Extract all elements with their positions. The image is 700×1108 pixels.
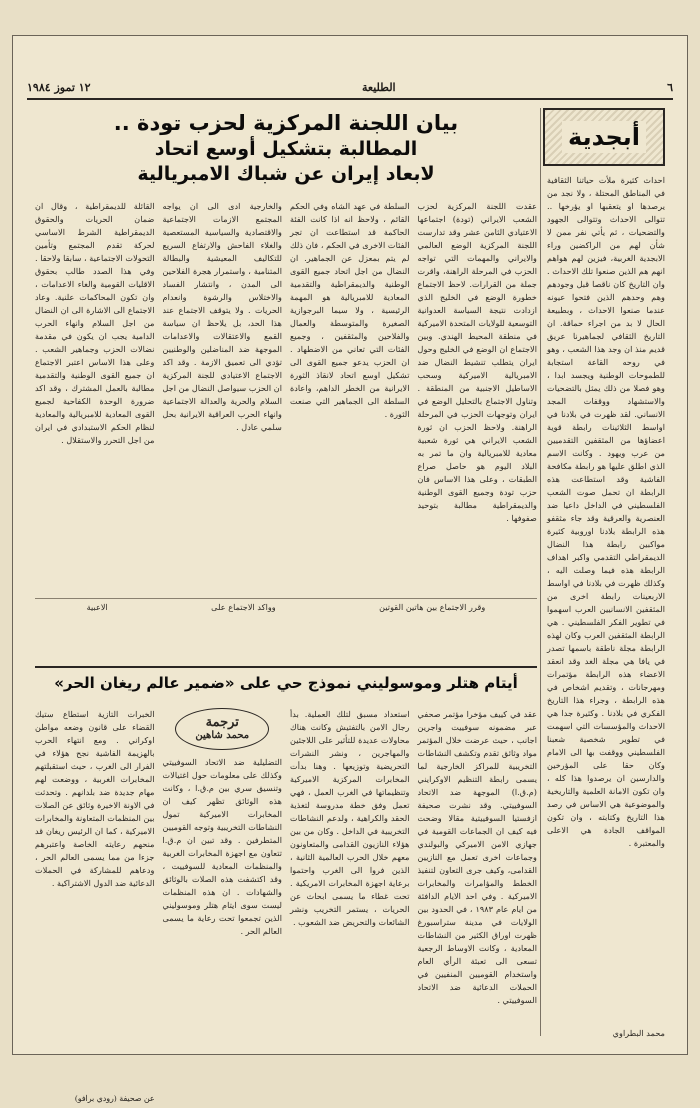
newspaper-page <box>12 35 688 1103</box>
column-logo-text: أبجدية <box>562 121 646 153</box>
article1-caption <box>35 598 537 612</box>
publication-name: الطليعة <box>362 80 396 94</box>
section-divider <box>35 666 537 668</box>
article1-col-2: السلطة في عهد الشاه وفي الحكم القائم ، ولاحظ انه اذا كانت الفئة الحاكمة قد استطاعت ان تجر الفئات الاخرى في الحكم ، فان ذلك لم يتم بمعزل عن الجماهير. ان النضال من اجل اتحاد جميع القوى الوطنية والديمقراطية والتقدمية المعادية للامبريالية هو المهمة الرئيسية ، ولا سيما البرجوازية الصغيرة والمتوسطة والعمال والفلاحين والمثقفين ، وجميع الفئات التي تعاني من الاضطهاد . ان الحزب يدعو جميع القوى الى تشكيل اوسع اتحاد لانقاذ الثورة الايرانية من الخطر الداهم، واعادة السلطة الى الجماهير التي صنعت الثورة . <box>290 201 410 419</box>
translation-badge <box>175 708 269 750</box>
caption-mid: وواكد الاجتماع على <box>211 602 276 612</box>
main-content <box>35 108 537 1103</box>
article2-reference: عن صحيفة (رودي برافو) <box>74 1094 155 1103</box>
article1-headline-2: المطالبة بتشكيل أوسع اتحاد <box>154 138 418 160</box>
article2-col-3: التضليلية ضد الاتحاد السوفييتي وكذلك على معلومات حول اغتيالات وتنسيق سري بين م.ق.ا ، وكانت هذه الوثائق تظهر كيف ان المخابرات الاميركية تمول النشاطات التخريبية وتوجه القوميين المتطرفين . وقد تبين ان م.ق.ا تتعاون مع اجهزة المخابرات الغربية والمنظمات المعادية للسوفييت ، وقد اكتشفت هذه الصلات بالوثائق والشهادات . ان هذه المنظمات ليست سوى ايتام هتلر وموسوليني الذين تجمعوا تحت رعاية ما يسمى العالم الحر . <box>162 757 282 936</box>
article2-body <box>35 708 537 1103</box>
translator-name: محمد شاهين <box>195 730 250 741</box>
sidebar-column <box>540 108 665 1036</box>
page-header <box>27 76 673 100</box>
article2-col-1: عقد في كييف مؤخرا مؤتمر صحفي عبر مضمونه سوفييت واجرين اجانب ، حيث عرضت خلال المؤتمر مواد وثائق تقدم وتكشف النشاطات التخريبية للمراكز الخارجية لما يسمى رابطة التنظيم الاوكرايني (م.ق.ا) الموجهة ضد الاتحاد السوفييتي. وقد نشرت صحيفة ازفستيا السوفييتية مقالا وضحت فيه كيف ان الجماعات القومية في جهازي الامن الاميركي والبولندي وجماعات اخرى تعمل مع النازيين القدامى، وكيف جرى التعاون لتنفيذ الخطط والمؤامرات والمخابرات الاميركية . وفي احد الايام الدافئة من ايام عام ١٩٨٣ ، في الحدود بين الولايات في مدينة ستراسبورغ ظهرت اوراق الكثير من النشاطات المعادية ، وكانت الاوساط الرجعية تسعى الى تعبئة الرأي العام واستخدام القوميين المنفيين في الحملات الدعائية ضد الاتحاد السوفييتي . <box>417 709 537 1005</box>
sidebar-text: احداث كثيرة ملأت حياتنا الثقافية في المناطق المحتلة ، ولا نجد من يرصدها او يتعقبها او يؤرخها .. تتوالى الاحداث وتتوالى الجهود والتضحيات ، ثم يأتي نفر ممن لا شأن لهم من الراكضين وراء الابجدية الغربية، فيزين لهم هواهم انهم هم الذين صنعوا تلك الاحداث . وان التاريخ كان ناقصا قبل وجودهم وهم وحدهم الذين فتحوا عيونه عندما صنعوا الاحداث ، وبطبيعة الحال لا بد من اجراء حماقة. ان التاريخ الثقافي لجماهيرنا عريق قديم منذ ان وجد هذا الشعب ، وهو في روحه القاعة استجابة للطموحات الوطنية ويجسد ابدا ، وهو فصلا من ذلك يمثل بالتضحيات والاستشهاد ووقفات المجد الانساني. لقد ظهرت في بلادنا في اواسط الثلاثينات رابطة قوية اعضاؤها من المثقفين التقدميين من عرب ويهود . وكانت الاسم الذي اطلق عليها هو رابطة مكافحة الفاشية وقد استطاعت هذه الرابطة ان تحمل صوت الشعب الفلسطيني في الداخل داعيا ضد العنصرية والعرقية وقد جاء مثقفو هذه الرابطة بلادنا اوروبية كثيرة مواكبين رابطة هذا النضال الديمقراطي التقدمي واكبر اهداف الرابطة هذه فيما وصلت اليه ، وكذلك ظهرت في بلادنا في اواسط الاربعينات رابطة اخرى من المثقفين الانسانيين العرب اسهموا في تطوير الفكر الفلسطيني . هي الرابطة المثقفين العرب وكان لهذه الرابطة مجلة ناطقة باسمها تصدر في يافا هي مجلة الغد وقد انعقد الاعضاء هذه الرابطة مؤتمرات ومهرجانات ، وتقديم اشخاص في هذه الرابطة ، وجراء هذا التاريخ الفكري في بلادنا . وكثيرة جدا هي الاحداث والمؤسسات التي اسهمت في تطوير شخصية شعبنا الفلسطيني ووقفت بها الى الامام وكان حقا على المؤرخين والدارسين ان يرصدوا هذا كله ، وان تكون الامانة العلمية والتاريخية والموضوعية هي الاساس في رصد هذا التاريخ وكتابته ، وان تكون المواقف الجادة هي الاعلى والمعتبرة . <box>547 175 665 848</box>
issue-date: ١٢ تموز ١٩٨٤ <box>27 80 91 94</box>
article1-col-3: والخارجية ادى الى ان يواجه المجتمع الازمات الاجتماعية والاقتصادية والسياسية المستعصية والغلاء الفاحش والارتفاع السريع للتكاليف المعيشية والبطالة المتنامية ، واستمرار هجرة الفلاحين الى المدن ، وانتشار الفساد والاختلاس والرشوة وانعدام الحريات . ولا يتوقف الاجتماع عند هذا الحد، بل يلاحظ ان سياسة القمع والاعتقالات والاعدامات الموجهة ضد المناضلين والوطنيين تؤدي الى تعميق الازمة . وقد اكد الاجتماع الاعتيادي للجنة المركزية ان الحزب سيواصل النضال من اجل السلام والحرية والعدالة الاجتماعية وانهاء الحرب العراقية الايرانية بحل سلمي عادل . <box>162 201 282 432</box>
article1-headline-1: بيان اللجنة المركزية لحزب تودة .. <box>113 111 459 135</box>
article1-body <box>35 200 537 670</box>
sidebar-signature: محمد البطراوي <box>612 1028 665 1038</box>
article1-headline-3: لابعاد إيران عن شباك الامبريالية <box>137 163 435 185</box>
article2-col-4-wrap <box>35 708 155 1108</box>
translation-label: ترجمة <box>205 715 239 730</box>
article2-col-3-wrap <box>163 708 283 1108</box>
article2-headline: أيتام هتلر وموسوليني نموذج حي على «ضمير عالم ريغان الحر» <box>54 674 518 692</box>
caption-left: الاعبية <box>86 602 108 612</box>
article1-col-4: القائلة للديمقراطية ، وقال ان ضمان الحريات والحقوق الديمقراطية الشرط الاساسي لحركة تقدم المجتمع وتأمين التحولات الاجتماعية ، سابقا ولاحقا . وفي هذا الصدد طالب بحقوق الاقليات القومية والغاء الاعدامات ، وان تكون المحاكمات علنية. وعاد الاجتماع الى الاشارة الى ان النضال من اجل السلام وانهاء الحرب الدامية يجب ان يكون في مقدمة نضالات الحزب وجماهير الشعب . وعلى هذا الاساس اعتبر الاجتماع ان جميع القوى الوطنية والتقدمية مطالبة بالعمل المشترك ، وقد اكد ضرورة الوحدة الكفاحية لجميع القوى المعادية للامبريالية والمعادية لنظام الحكم الاستبدادي في ايران من اجل التحرر والاستقلال . <box>35 201 155 445</box>
article2-col-2: استعداد مسبق لتلك العملية. بدأ رجال الامن بالتفتيش وكانت هناك محاولات عديدة للتأثير على اللاجئين والمهاجرين ، ونشر النشرات التحريضية وتوزيعها . وهنا بدأت المخابرات المركزية الاميركية وتنظيماتها في الغرب العمل ، فهي تعمل وفق خطة مدروسة لتغذية الحقد والكراهية ، ولدعم النشاطات التخريبية في الداخل . وكان من بين هؤلاء النازيون القدامى والمتعاونون معهم خلال الحرب العالمية الثانية ، الذين فروا الى الغرب واحتموا برعاية اجهزة المخابرات الامريكية . تحت غطاء ما يسمى ابحاث عن الحريات ، يستمر التخريب ونشر الشائعات والتحريض ضد الشعوب . <box>290 709 410 927</box>
article2-col-4: الخبرات التازية استطاع ستيك القضاء على قانون وضعه مواطن اوكراني . ومع انتهاء الحرب بالهزيمة الفاشية نجح هؤلاء في الفرار الى الغرب ، حيث استقبلتهم المخابرات الغربية ، ووضعت لهم مهام جديدة ضد بلدانهم . وتحدثت في الاونة الاخيرة وثائق عن الصلات بين المنظمات المتعاونة والمخابرات الاميركية ، كما ان الرئيس ريغان قد منحهم رعايته الخاصة واعتبرهم جزءا من مما يسمى العالم الحر ، ودعاهم للمشاركة في الحملات الدعائية ضد الدول الاشتراكية . <box>35 709 155 888</box>
page-number: ٦ <box>667 80 673 94</box>
caption-right: وقرر الاجتماع بين هاتين القوتين <box>379 602 486 612</box>
article1-col-1: عقدت اللجنة المركزية لحزب الشعب الايراني (تودة) اجتماعها الاعتيادي الثامن عشر وقد تدارست اللجنة المركزية الوضع العالمي والايراني والمهمات التي تواجه الحزب في المرحلة الراهنة، واقرت جملة من القرارات. لاحظ الاجتماع خطورة الوضع في الخليج الذي ازدادت نتيجة السياسة العدوانية التوسعية للولايات المتحدة الاميركية في منطقة المحيط الهندي. وبين الاجتماع ان الوضع في الخليج وحول ايران يتطلب تنشيط النضال ضد الامبريالية الاميركية وسحب الاساطيل الاجنبية من المنطقة . وتناول الاجتماع بالتحليل الوضع في ايران وتوجهات الحزب في المرحلة الراهنة. ولاحظ الحزب ان ثورة الشعب الايراني هي ثورة شعبية معادية للامبريالية وان ما تمر به البلاد اليوم هو حاصل صراع الطبقات ، وعلى هذا الاساس فان حزب تودة وجميع القوى الوطنية والديمقراطية مطالبة بتوحيد صفوفها . <box>417 201 537 523</box>
column-logo <box>543 108 665 166</box>
